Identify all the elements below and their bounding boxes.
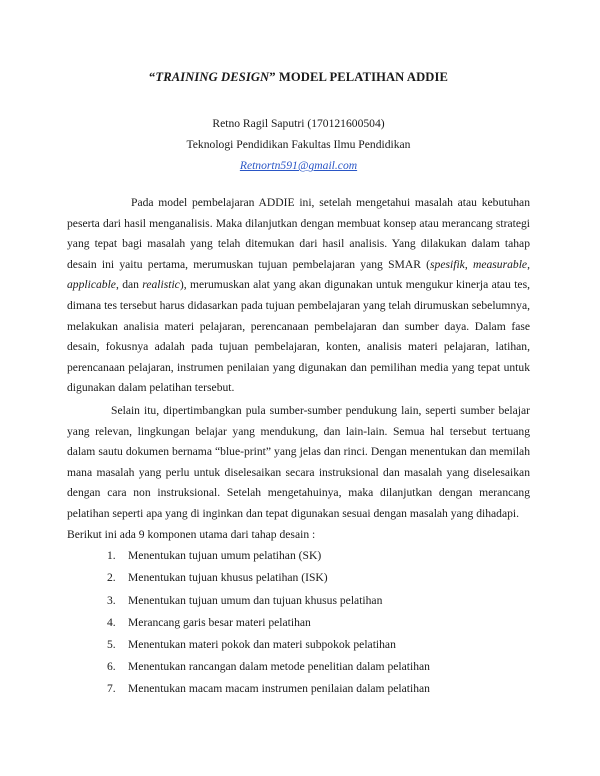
author-name: Retno Ragil Saputri (170121600504) (212, 117, 385, 130)
document-title (67, 70, 530, 85)
term-realistic: realistic (142, 278, 180, 292)
paragraph-1 (67, 193, 530, 399)
list-item-text: Merancang garis besar materi pelatihan (128, 615, 311, 629)
sep-1: , (464, 257, 473, 271)
list-item-text: Menentukan tujuan umum pelatihan (SK) (128, 549, 322, 563)
term-measurable: measurable (472, 257, 528, 271)
list-intro: Berikut ini ada 9 komponen utama dari tahap desain : (67, 527, 316, 541)
document-body (67, 193, 530, 701)
author-email-link[interactable]: Retnortn591@gmail.com (239, 159, 358, 172)
list-item-number: 1. (107, 549, 116, 563)
list-item (107, 590, 530, 612)
list-item-text: Menentukan tujuan umum dan tujuan khusus pelatihan (128, 593, 383, 607)
list-item-text: Menentukan rancangan dalam metode penelitian dalam pelatihan (128, 660, 430, 674)
paragraph-2: Selain itu, dipertimbangkan pula sumber-sumber pendukung lain, seperti sumber belajar yang relevan, lingkungan belajar yang mendukung, dan lain-lain. Semua hal tersebut tertuang dalam sautu dokumen bernama “blue-print” yang jelas dan rinci. Dengan menentukan dan memilah mana masalah yang perlu untuk diselesaikan secara instruksional dan masalah yang diselesaikan dengan cara non instruksional. Setelah mengetahuinya, maka dilanjutkan dengan merancang pelatihan seperti apa yang di inginkan dan tepat digunakan sesuai dengan masalah yang dihadapi. (67, 403, 530, 520)
list-item (107, 678, 530, 700)
paragraph-1-text-a: Pada model pembelajaran ADDIE ini, setelah mengetahui masalah atau kebutuhan peserta dari hasil menganalisis. Maka dilanjutkan dengan membuat konsep atau merancang strategi yang tepat bagi masalah yang telah ditemukan dari hasil analisis. Yang dilakukan dalam tahap desain ini yaitu pertama, merumuskan tujuan pembelajaran yang SMAR ( (67, 196, 530, 271)
paragraph-1-text-b: ), merumuskan alat yang akan digunakan untuk mengukur kinerja atau tes, dimana tes tersebut harus didasarkan pada tujuan pembelajaran yang telah dirumuskan sebelumnya, melakukan analisia materi pelajaran, perencanaan pembelajaran dan sumber daya. Dalam fase desain, fokusnya adalah pada tujuan pembelajaran, konten, analisis materi pelajaran, latihan, perencanaan pelajaran, instrumen penilaian yang digunakan dan pemilihan media yang tepat untuk digunakan dalam pelatihan tersebut. (67, 278, 530, 395)
list-item-number: 7. (107, 682, 116, 696)
list-item (107, 612, 530, 634)
list-item (107, 545, 530, 567)
list-item-text: Menentukan tujuan khusus pelatihan (ISK) (128, 571, 328, 585)
list-item-number: 5. (107, 637, 116, 651)
list-item-number: 3. (107, 593, 116, 607)
component-list (67, 545, 530, 700)
author-affiliation: Teknologi Pendidikan Fakultas Ilmu Pendidikan (186, 138, 411, 151)
author-block (67, 113, 530, 176)
title-close-quote: ” (269, 70, 276, 84)
list-item-text: Menentukan macam macam instrumen penilaian dalam pelatihan (128, 682, 430, 696)
sep-2: , (527, 257, 530, 271)
term-spesifik: spesifik (430, 257, 465, 271)
list-item (107, 634, 530, 656)
list-item-number: 2. (107, 571, 116, 585)
term-applicable: applicable (67, 278, 116, 292)
list-item (107, 656, 530, 678)
title-rest: MODEL PELATIHAN ADDIE (275, 70, 448, 84)
sep-3: , dan (115, 278, 143, 292)
list-item (107, 567, 530, 589)
list-item-text: Menentukan materi pokok dan materi subpokok pelatihan (128, 637, 396, 651)
list-item-number: 6. (107, 660, 116, 674)
title-open-quote: “ (149, 70, 156, 84)
title-italic: TRAINING DESIGN (155, 70, 270, 84)
list-item-number: 4. (107, 615, 116, 629)
